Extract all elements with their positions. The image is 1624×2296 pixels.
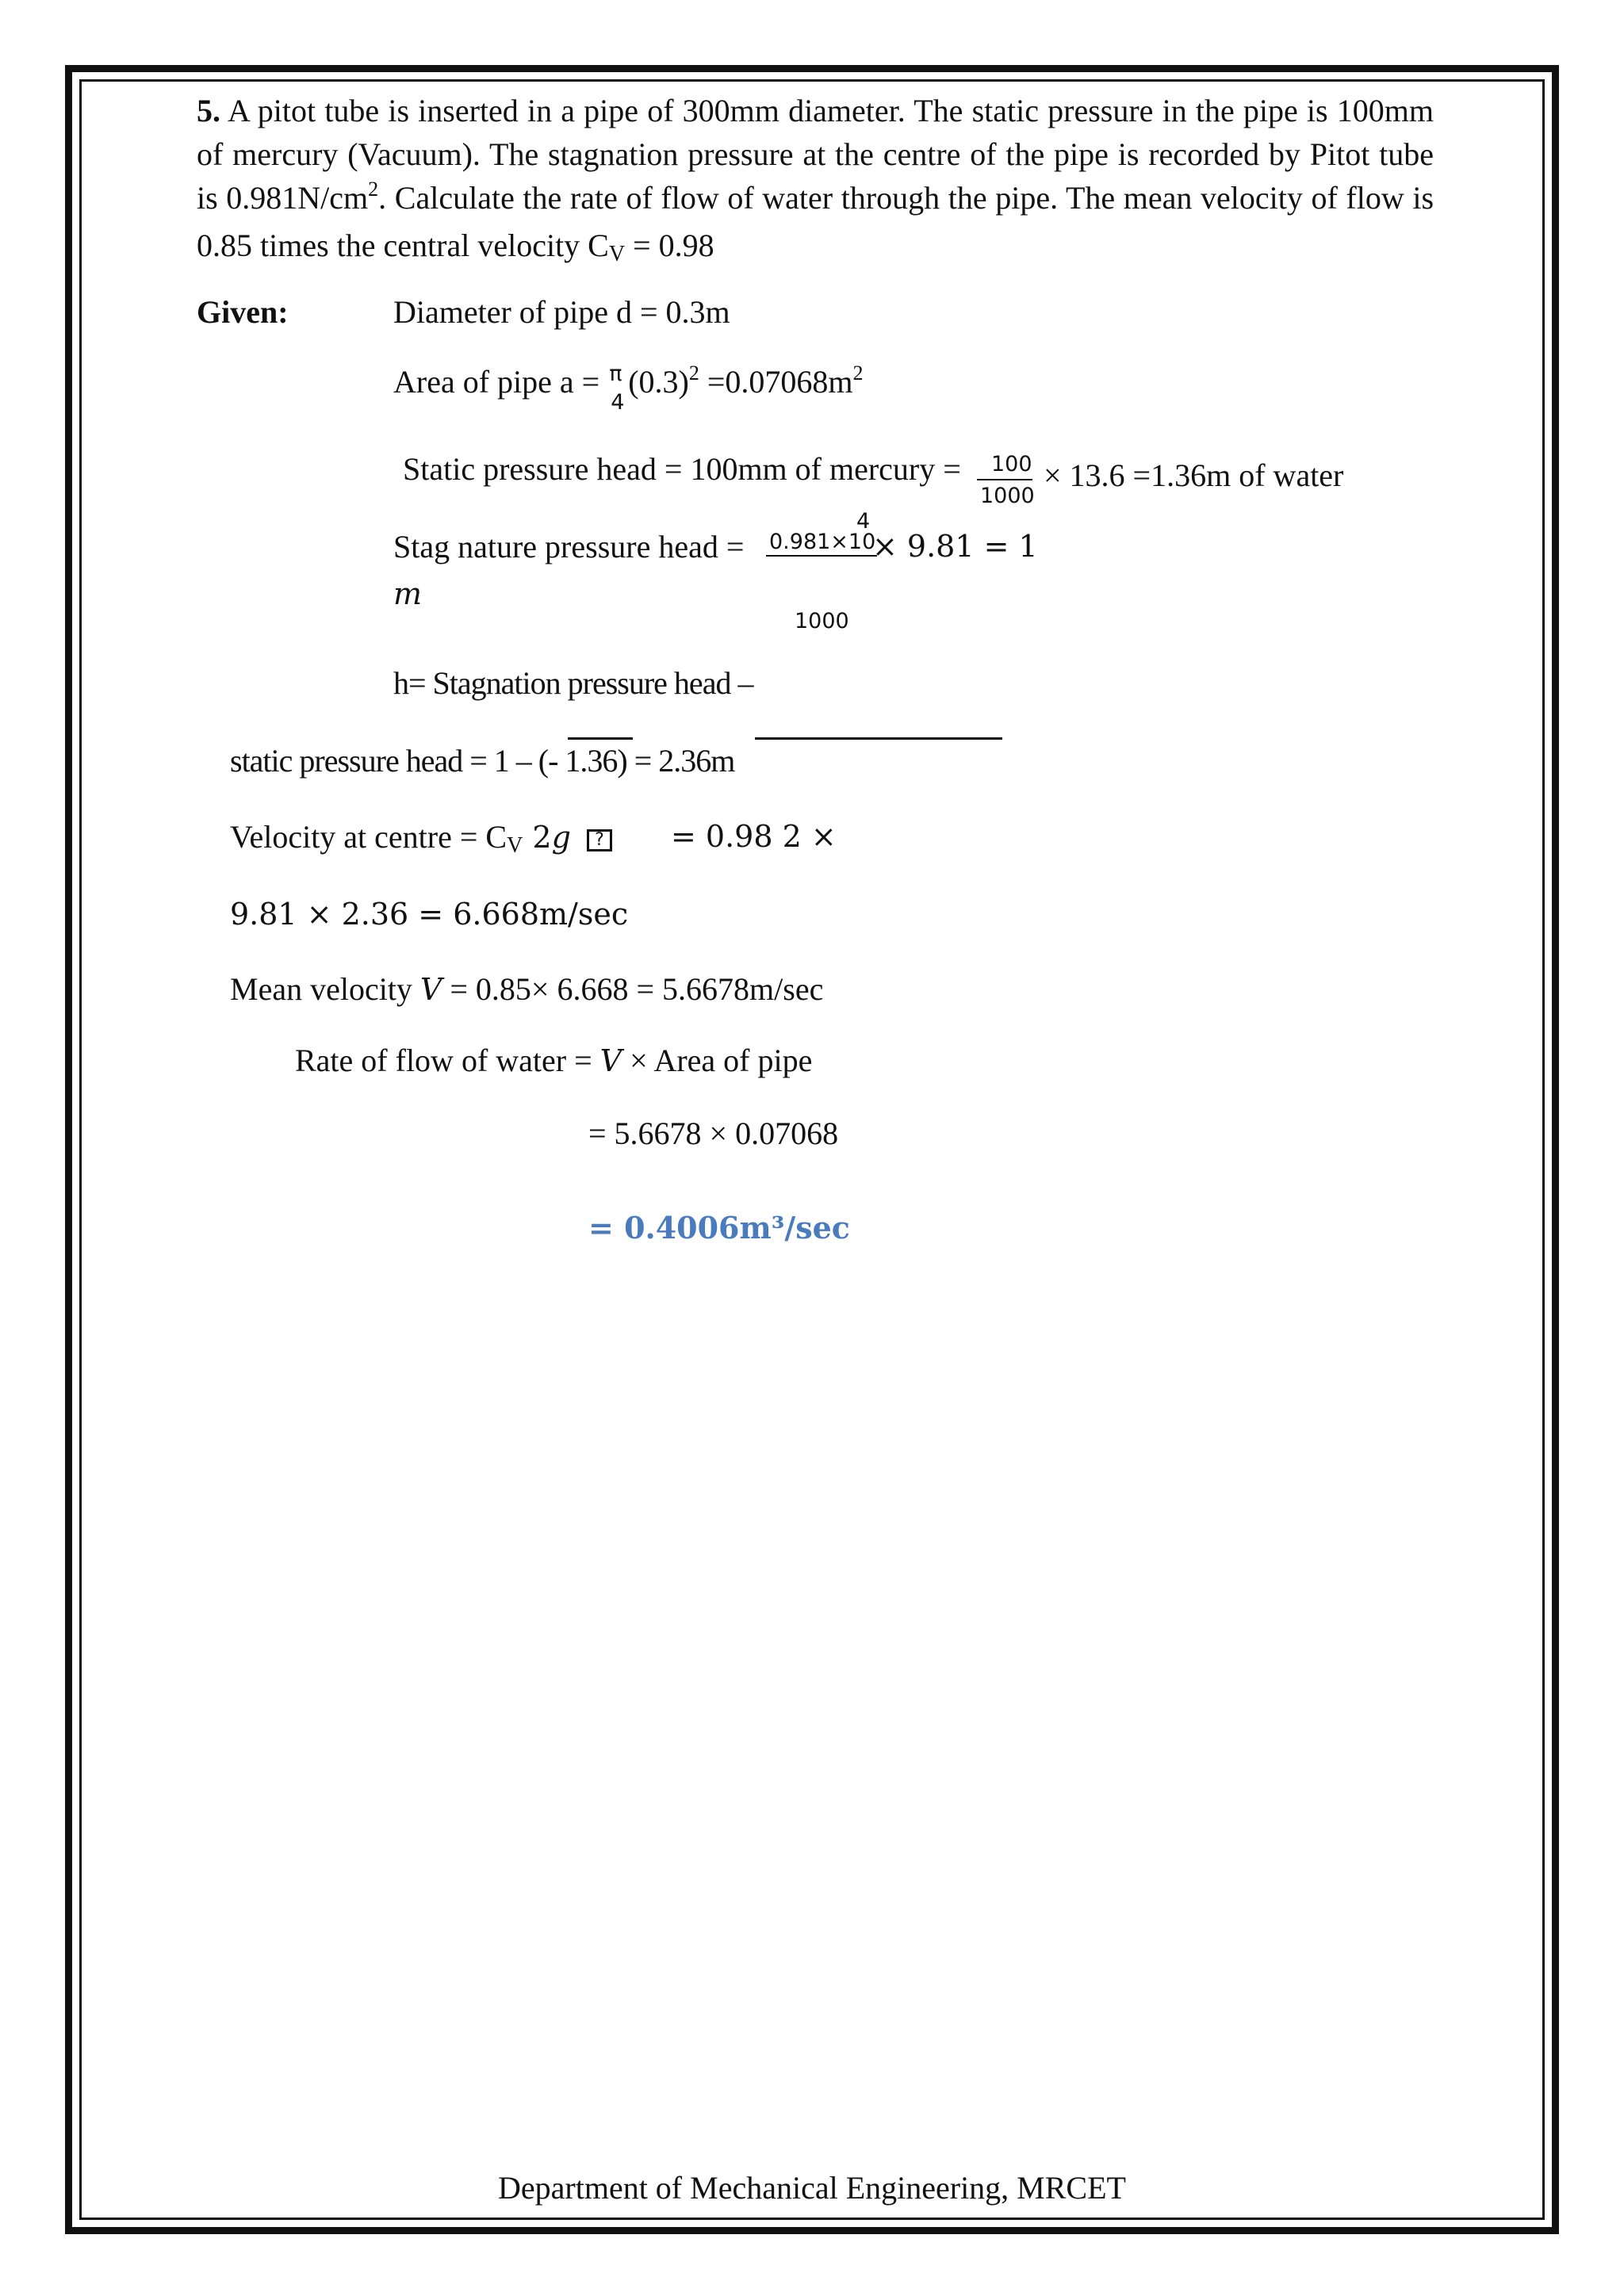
static-head-calc: static pressure head = 1 – (- 1.36) = 2.36m <box>230 743 735 779</box>
static-head-rest: × 13.6 =1.36m of water <box>1044 457 1344 493</box>
stag-fraction-bar <box>766 555 877 557</box>
given-label: Given: <box>197 294 289 330</box>
pi-over-four: π 4 <box>609 362 625 415</box>
static-head-lead: Static pressure head = 100mm of mercury = <box>403 451 961 487</box>
problem-statement: 5. A pitot tube is inserted in a pipe of 300mm diameter. The static pressure in the pipe is 100mm of mercury (Vacuum). The stagnation pressure at the centre of the pipe is recorded by Pitot tube is $0.981N/cm^2$. Calculate the rate of flow of water through the pipe. The mean velocity of flow is 0.85 times the central velocity CV = 0.98 <box>197 93 1434 266</box>
h-definition: h= Stagnation pressure head – <box>393 665 753 701</box>
stag-numerator: 0.981×10 <box>769 530 876 554</box>
velocity-rest: = 0.98 2 × <box>671 819 837 854</box>
diameter-line: Diameter of pipe d = 0.3m <box>393 294 730 330</box>
rate-of-flow-line: Rate of flow of water = V × Area of pipe <box>295 1043 813 1078</box>
problem-text: A pitot tube is inserted in a pipe of 300mm diameter. The static pressure in the pipe is 100mm of mercury (Vacuum). The stagnation pressure at the centre of the pipe is recorded by Pitot tube is 0.981N/cm <box>197 93 1434 216</box>
stag-denominator: 1000 <box>795 609 849 633</box>
overline-short <box>568 737 633 740</box>
stag-head-lead: Stag nature pressure head = <box>393 529 745 564</box>
problem-number: 5. <box>197 93 220 128</box>
overline-long <box>755 737 1002 740</box>
rate-calc-line: = 5.6678 × 0.07068 <box>588 1115 839 1151</box>
static-fraction-num: 100 <box>991 452 1032 476</box>
static-fraction-bar <box>977 479 1032 480</box>
area-line: Area of pipe a = π 4 $(0.3)^2 =0.07068m^2$ <box>393 362 864 415</box>
page-footer: Department of Mechanical Engineering, MRCET <box>498 2170 1126 2206</box>
velocity-line: Velocity at centre = CV 2g ? <box>230 821 612 853</box>
missing-glyph-icon: ? <box>587 829 612 851</box>
static-fraction-den: 1000 <box>980 484 1035 508</box>
mean-velocity-line: Mean velocity V = 0.85× 6.668 = 5.6678m/sec <box>230 971 824 1007</box>
velocity-line-2: 9.81 × 2.36 = 6.668m/sec <box>230 897 629 932</box>
final-answer: = 0.4006m³/sec <box>588 1210 850 1246</box>
stag-exponent: 4 <box>856 509 871 534</box>
stag-head-rest: × 9.81 = 1 <box>872 529 1038 564</box>
stag-unit: m <box>393 576 423 611</box>
